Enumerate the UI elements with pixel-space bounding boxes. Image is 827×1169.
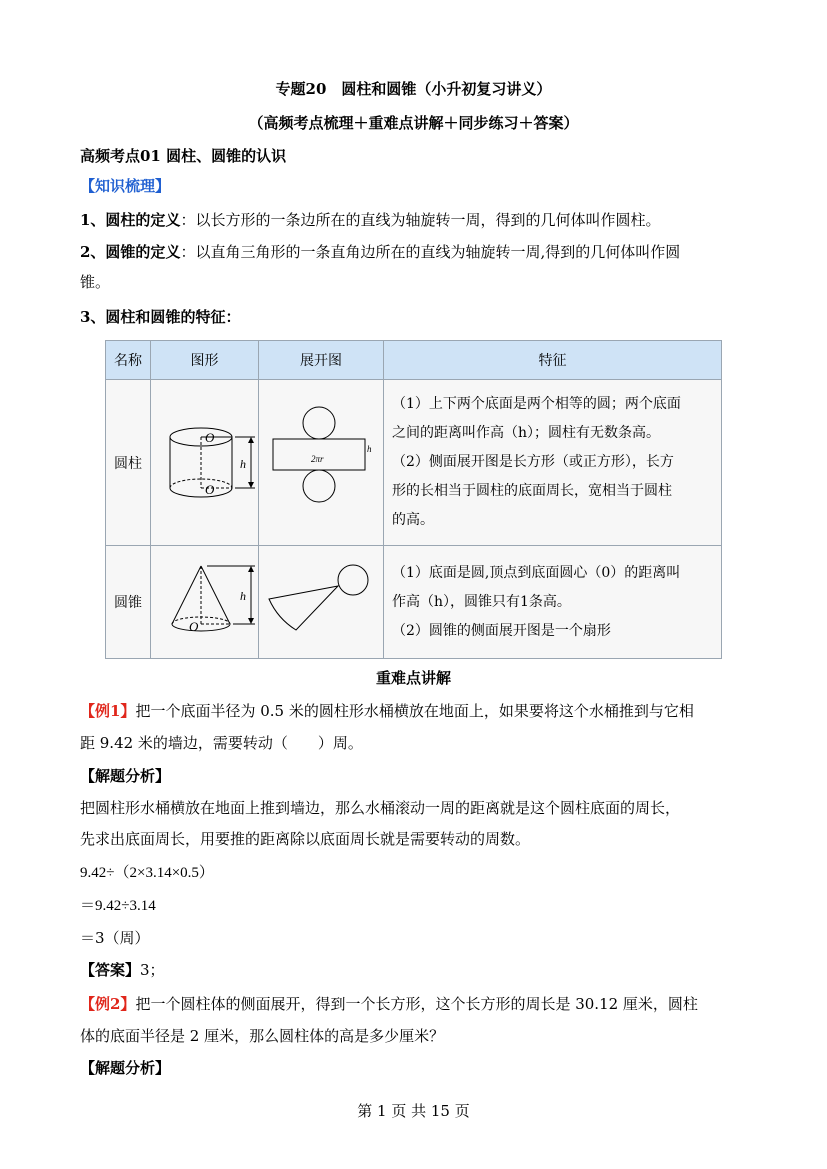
row-name: 圆柱: [106, 380, 151, 546]
definition-cone-cont: 锥。: [80, 273, 111, 291]
calc-line2: ＝9.42÷3.14: [80, 898, 156, 914]
example1-line2: 距 9.42 米的墙边，需要转动（ ）周。: [80, 734, 363, 752]
cylinder-net: [259, 380, 384, 546]
cylinder-features: [384, 380, 722, 546]
table-header: 展开图: [259, 341, 384, 380]
cone-net: [259, 546, 384, 659]
doc-title: 专题20 圆柱和圆锥（小升初复习讲义）: [275, 80, 552, 98]
feature-line: 形的长相当于圆柱的底面周长，宽相当于圆柱: [392, 483, 672, 499]
doc-subtitle: （高频考点梳理＋重难点讲解＋同步练习＋答案）: [248, 114, 579, 132]
feature-line: 作高（h），圆锥只有1条高。: [392, 593, 571, 610]
calc-line1: 9.42÷（2×3.14×0.5）: [80, 865, 214, 881]
example-tag: 【例1】: [80, 702, 136, 720]
knowledge-tag: 【知识梳理】: [80, 177, 171, 195]
example-text: 把一个圆柱体的侧面展开，得到一个长方形，这个长方形的周长是 30.12 厘米，圆柱: [135, 995, 698, 1013]
table-header: 特征: [384, 341, 722, 380]
analysis-tag: 【解题分析】: [80, 767, 171, 785]
feature-line: 之间的距离叫作高（h）；圆柱有无数条高。: [392, 425, 661, 441]
feature-line: （2）圆锥的侧面展开图是一个扇形: [392, 622, 611, 639]
section-title: 重难点讲解: [375, 669, 451, 687]
feature-line: （1）底面是圆,顶点到底面圆心（0）的距离叫: [392, 564, 681, 581]
center-label: O: [205, 430, 215, 445]
features-table: [105, 340, 722, 659]
definition-cylinder: [80, 210, 760, 230]
cone-figure: [151, 546, 259, 659]
cone-diagram: [151, 546, 258, 654]
table-header-row: [106, 341, 722, 380]
answer-text: 3；: [140, 961, 165, 979]
section-heading: 高频考点01 圆柱、圆锥的认识: [80, 147, 287, 165]
answer-tag: 【答案】: [80, 961, 141, 979]
table-row: [106, 380, 722, 546]
calc-line3: ＝3（周）: [80, 929, 150, 947]
center-label: O: [189, 619, 199, 634]
feature-line: （2）侧面展开图是长方形（或正方形），长方: [392, 454, 674, 470]
analysis-line1: 把圆柱形水桶横放在地面上推到墙边，那么水桶滚动一周的距离就是这个圆柱底面的周长，: [80, 799, 681, 817]
definition-cone: [80, 242, 760, 262]
example1-line1: [80, 701, 760, 721]
table-header: 图形: [151, 341, 259, 380]
definition-label: 2、圆锥的定义: [80, 243, 181, 261]
cylinder-net-diagram: [259, 380, 383, 541]
row-name: 圆锥: [106, 546, 151, 659]
cone-features: [384, 546, 722, 659]
definition-text: ：以直角三角形的一条直角边所在的直线为轴旋转一周,得到的几何体叫作圆: [180, 243, 681, 261]
feature-line: （1）上下两个底面是两个相等的圆；两个底面: [392, 396, 681, 412]
cone-net-diagram: [259, 546, 383, 654]
page-footer: 第 1 页 共 15 页: [357, 1102, 470, 1120]
cylinder-figure: [151, 380, 259, 546]
table-header: 名称: [106, 341, 151, 380]
answer-line: [80, 960, 760, 980]
circumference-label: 2πr: [311, 454, 324, 464]
analysis-line2: 先求出底面周长，用要推的距离除以底面周长就是需要转动的周数。: [80, 830, 531, 848]
analysis-tag: 【解题分析】: [80, 1059, 171, 1077]
example2-line1: [80, 994, 760, 1014]
example2-line2: 体的底面半径是 2 厘米，那么圆柱体的高是多少厘米？: [80, 1027, 445, 1045]
cylinder-diagram: [151, 380, 258, 541]
height-label: h: [240, 589, 246, 603]
center-label: O: [205, 482, 215, 497]
table-row: [106, 546, 722, 659]
example-tag: 【例2】: [80, 995, 136, 1013]
height-label: h: [240, 457, 246, 471]
definition-text: ：以长方形的一条边所在的直线为轴旋转一周，得到的几何体叫作圆柱。: [180, 211, 661, 229]
definition-label: 1、圆柱的定义: [80, 211, 181, 229]
feature-line: 的高。: [392, 512, 434, 528]
height-label: h: [367, 444, 372, 454]
item3-heading: 3、圆柱和圆锥的特征：: [80, 308, 241, 326]
example-text: 把一个底面半径为 0.5 米的圆柱形水桶横放在地面上，如果要将这个水桶推到与它相: [135, 702, 694, 720]
